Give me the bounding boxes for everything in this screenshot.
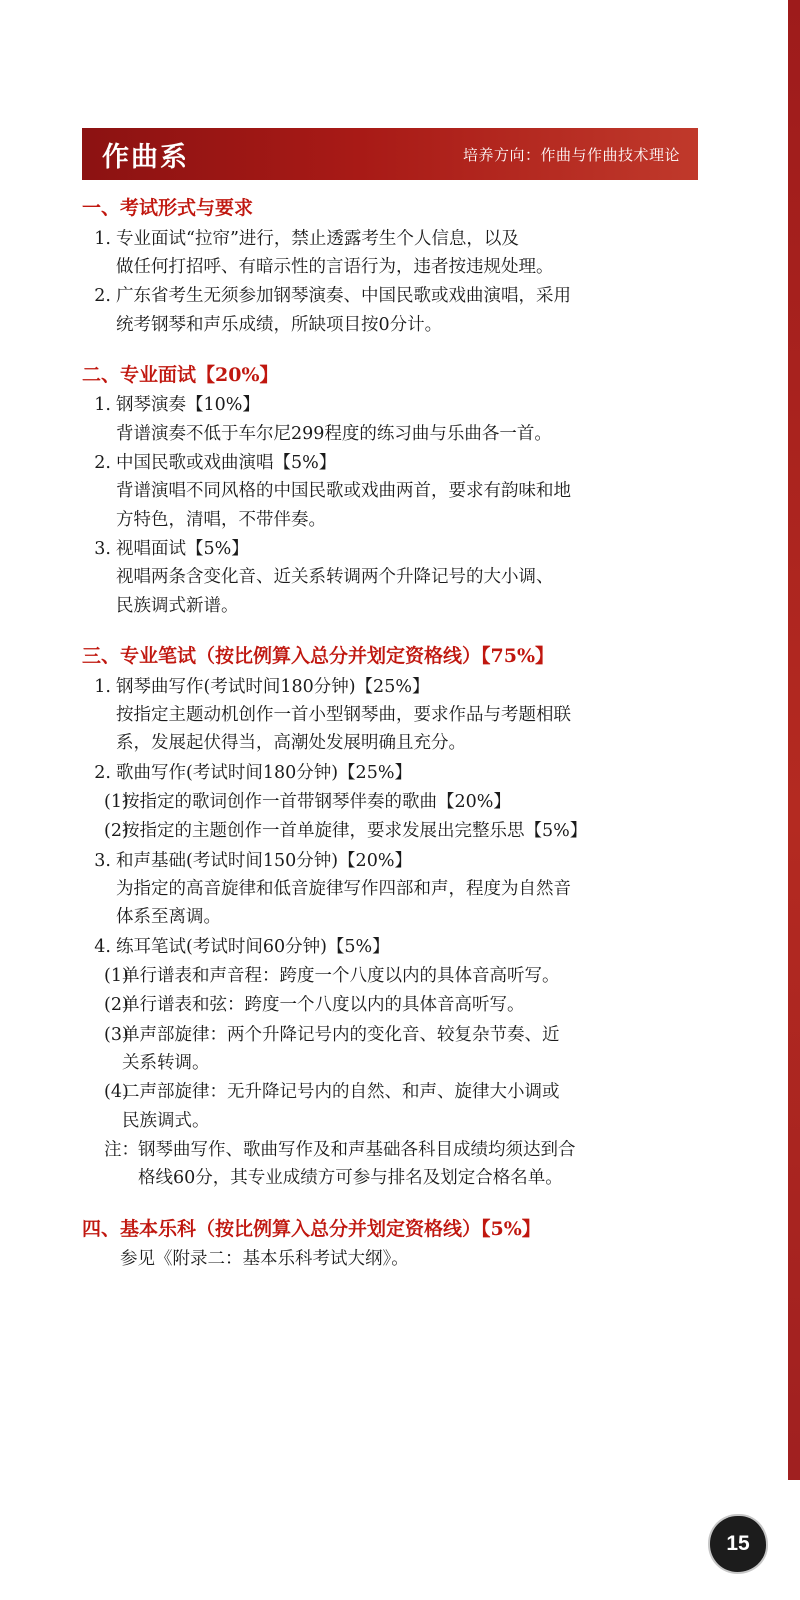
text-line: 歌曲写作(考试时间180分钟)【25%】 bbox=[116, 762, 412, 783]
list-item bbox=[82, 817, 698, 845]
page-number: 15 bbox=[726, 1532, 750, 1555]
list-item-number: (1) bbox=[104, 966, 129, 987]
list-item bbox=[82, 449, 698, 534]
banner-subtitle: 培养方向：作曲与作曲技术理论 bbox=[462, 145, 680, 164]
text-line: 钢琴曲写作、歌曲写作及和声基础各科目成绩均须达到合 bbox=[138, 1140, 576, 1161]
list-item-text bbox=[116, 759, 698, 787]
list-item bbox=[82, 1021, 698, 1078]
list-item-text bbox=[122, 1021, 698, 1078]
list-item-text bbox=[116, 847, 698, 932]
text-line: 单行谱表和弦：跨度一个八度以内的具体音高听写。 bbox=[122, 995, 525, 1016]
list-item bbox=[82, 962, 698, 990]
list-item-number: 1. bbox=[94, 228, 111, 249]
list-item-text bbox=[122, 991, 698, 1019]
list-item-number: (4) bbox=[104, 1082, 129, 1103]
section-exam-format bbox=[82, 194, 698, 339]
page-title: 作曲系 bbox=[102, 141, 189, 173]
list-item bbox=[82, 788, 698, 816]
text-line: 单声部旋律：两个升降记号内的变化音、较复杂节奏、近 bbox=[122, 1024, 560, 1045]
text-line: 按指定主题动机创作一首小型钢琴曲，要求作品与考题相联 bbox=[116, 704, 571, 725]
list-item-number: 1. bbox=[94, 676, 111, 697]
list-item bbox=[82, 673, 698, 758]
text-line: 体系至离调。 bbox=[116, 907, 221, 928]
list-item-text bbox=[122, 817, 698, 845]
section-heading: 一、考试形式与要求 bbox=[82, 197, 254, 219]
text-line: 按指定的歌词创作一首带钢琴伴奏的歌曲【20%】 bbox=[122, 792, 511, 812]
text-line: 练耳笔试(考试时间60分钟)【5%】 bbox=[116, 936, 390, 957]
list-item-number: (1) bbox=[104, 792, 129, 812]
list-item bbox=[82, 1078, 698, 1135]
note-item bbox=[82, 1136, 698, 1193]
list-item-number: (2) bbox=[104, 821, 129, 842]
text-line: 统考钢琴和声乐成绩，所缺项目按0分计。 bbox=[116, 314, 443, 335]
list-item bbox=[82, 933, 698, 961]
text-line: 钢琴演奏【10%】 bbox=[116, 395, 260, 416]
text-line: 视唱面试【5%】 bbox=[116, 539, 249, 560]
text-line: 背谱演奏不低于车尔尼299程度的练习曲与乐曲各一首。 bbox=[116, 423, 552, 444]
list-item-number: (2) bbox=[104, 995, 129, 1016]
section-written-exam bbox=[82, 642, 698, 1193]
list-item-text bbox=[116, 933, 698, 961]
list-item-text bbox=[116, 282, 698, 339]
section-heading: 三、专业笔试（按比例算入总分并划定资格线）【75%】 bbox=[82, 645, 554, 668]
list-item-text bbox=[122, 1078, 698, 1135]
list-item bbox=[82, 391, 698, 448]
list-item bbox=[82, 225, 698, 282]
text-line: 民族调式。 bbox=[122, 1110, 210, 1131]
list-item bbox=[82, 535, 698, 620]
list-item-text bbox=[116, 535, 698, 620]
list-item-text bbox=[116, 449, 698, 534]
section-body-text: 参见《附录二：基本乐科考试大纲》。 bbox=[120, 1249, 409, 1270]
note-text bbox=[138, 1136, 698, 1193]
page-edge-bar bbox=[788, 0, 800, 1480]
section-heading: 四、基本乐科（按比例算入总分并划定资格线）【5%】 bbox=[82, 1217, 541, 1240]
text-line: 按指定的主题创作一首单旋律，要求发展出完整乐思【5%】 bbox=[122, 821, 588, 842]
list-item bbox=[82, 282, 698, 339]
list-item-number: 3. bbox=[94, 850, 111, 871]
list-item bbox=[82, 759, 698, 787]
text-line: 格线60分，其专业成绩方可参与排名及划定合格名单。 bbox=[138, 1168, 563, 1189]
page-number-badge bbox=[710, 1516, 766, 1572]
section-basic-music-theory bbox=[82, 1215, 698, 1274]
list-item bbox=[82, 847, 698, 932]
list-item-number: 2. bbox=[94, 286, 111, 307]
list-item bbox=[82, 991, 698, 1019]
text-line: 系，发展起伏得当，高潮处发展明确且充分。 bbox=[116, 733, 466, 754]
text-line: 做任何打招呼、有暗示性的言语行为，违者按违规处理。 bbox=[116, 256, 554, 277]
text-line: 方特色，清唱，不带伴奏。 bbox=[116, 509, 326, 530]
list-item-number: 2. bbox=[94, 453, 111, 474]
list-item-text bbox=[116, 391, 698, 448]
list-item-number: 3. bbox=[94, 539, 111, 560]
section-professional-interview bbox=[82, 361, 698, 620]
text-line: 和声基础(考试时间150分钟)【20%】 bbox=[116, 850, 412, 871]
list-item-number: (3) bbox=[104, 1024, 129, 1045]
text-line: 为指定的高音旋律和低音旋律写作四部和声，程度为自然音 bbox=[116, 879, 571, 900]
list-item-text bbox=[116, 673, 698, 758]
text-line: 民族调式新谱。 bbox=[116, 595, 239, 616]
list-item-number: 2. bbox=[94, 762, 111, 783]
section-heading: 二、专业面试【20%】 bbox=[82, 363, 279, 386]
list-item-number: 1. bbox=[94, 395, 111, 416]
note-label: 注： bbox=[104, 1140, 139, 1161]
text-line: 钢琴曲写作(考试时间180分钟)【25%】 bbox=[116, 676, 430, 697]
text-line: 二声部旋律：无升降记号内的自然、和声、旋律大小调或 bbox=[122, 1082, 560, 1103]
list-item-text bbox=[122, 788, 698, 816]
page-content bbox=[82, 128, 698, 1274]
department-banner bbox=[82, 128, 698, 180]
list-item-number: 4. bbox=[94, 936, 111, 957]
text-line: 广东省考生无须参加钢琴演奏、中国民歌或戏曲演唱，采用 bbox=[116, 286, 571, 307]
text-line: 单行谱表和声音程：跨度一个八度以内的具体音高听写。 bbox=[122, 966, 560, 987]
text-line: 中国民歌或戏曲演唱【5%】 bbox=[116, 453, 337, 474]
text-line: 背谱演唱不同风格的中国民歌或戏曲两首，要求有韵味和地 bbox=[116, 481, 571, 502]
text-line: 视唱两条含变化音、近关系转调两个升降记号的大小调、 bbox=[116, 567, 554, 588]
list-item-text bbox=[122, 962, 698, 990]
list-item-text bbox=[116, 225, 698, 282]
text-line: 专业面试“拉帘”进行，禁止透露考生个人信息，以及 bbox=[116, 228, 519, 249]
text-line: 关系转调。 bbox=[122, 1053, 210, 1074]
